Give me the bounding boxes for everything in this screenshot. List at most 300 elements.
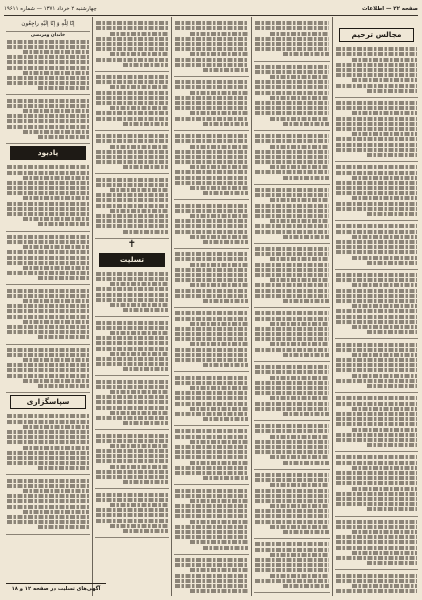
text-line — [190, 52, 248, 56]
text-line — [336, 438, 417, 442]
text-line — [23, 299, 89, 303]
ads-col4 — [254, 18, 330, 593]
text-line — [175, 204, 248, 208]
text-line — [352, 428, 417, 432]
text-line — [352, 304, 417, 308]
text-line — [96, 37, 168, 41]
text-line — [175, 455, 248, 459]
text-line — [255, 370, 329, 374]
column-divider — [251, 17, 252, 596]
text-line — [96, 406, 168, 410]
text-line — [352, 353, 417, 357]
text-line — [175, 435, 248, 439]
text-line — [203, 417, 248, 421]
text-line — [7, 99, 89, 103]
text-line — [175, 358, 248, 362]
classified-ad — [174, 426, 249, 485]
text-line — [255, 294, 329, 298]
text-line — [110, 411, 168, 415]
text-line — [175, 37, 248, 41]
text-line — [7, 261, 89, 265]
text-line — [110, 188, 168, 192]
text-line — [336, 73, 417, 77]
text-line — [96, 58, 168, 62]
text-line — [255, 155, 329, 159]
text-line — [175, 181, 248, 185]
text-line — [96, 139, 168, 143]
classified-ad — [95, 174, 169, 238]
text-line — [190, 91, 248, 95]
text-line — [175, 402, 248, 406]
text-line — [352, 132, 417, 136]
text-line — [7, 363, 89, 367]
text-line — [283, 412, 329, 416]
text-line — [336, 186, 417, 190]
text-line — [23, 510, 89, 514]
text-line — [336, 143, 417, 147]
text-line — [190, 342, 248, 346]
text-line — [352, 551, 417, 555]
text-line — [203, 240, 248, 244]
text-line — [175, 155, 248, 159]
text-line — [175, 47, 248, 51]
classified-ad — [254, 185, 330, 244]
text-line — [336, 525, 417, 529]
text-line — [336, 299, 417, 303]
text-line — [352, 235, 417, 239]
text-line — [336, 127, 417, 131]
ads-col1a — [6, 32, 90, 144]
text-line — [23, 245, 89, 249]
text-line — [336, 520, 417, 524]
text-line — [110, 209, 168, 213]
text-line — [255, 170, 329, 174]
text-line — [96, 498, 168, 502]
text-line — [7, 461, 89, 465]
text-line — [255, 568, 329, 572]
text-line — [367, 507, 417, 511]
column-4 — [254, 18, 330, 594]
text-line — [38, 335, 89, 339]
text-line — [175, 209, 248, 213]
ads-col1c — [6, 411, 90, 534]
classified-ad — [335, 452, 418, 516]
text-line — [336, 181, 417, 185]
text-line — [7, 451, 89, 455]
text-line — [255, 106, 329, 110]
text-line — [255, 247, 329, 251]
text-line — [96, 111, 168, 115]
text-line — [38, 525, 89, 529]
text-line — [38, 135, 89, 139]
classified-ad — [254, 539, 330, 593]
text-line — [203, 122, 248, 126]
text-line — [255, 407, 329, 411]
classified-ad — [254, 362, 330, 421]
text-line — [190, 235, 248, 239]
text-line — [255, 514, 329, 518]
text-line — [270, 96, 329, 100]
text-line — [175, 85, 248, 89]
classified-ad — [95, 430, 169, 489]
text-line — [7, 60, 89, 64]
text-line — [7, 374, 89, 378]
classified-ad — [335, 221, 418, 270]
text-line — [270, 198, 329, 202]
text-line — [175, 160, 248, 164]
text-line — [96, 150, 168, 154]
text-line — [175, 391, 248, 395]
text-line — [7, 165, 89, 169]
column-3 — [174, 18, 249, 594]
date-line: چهارشنبه ۲ خرداد ۱۳۷۱ — شماره ۱۹۶۱۱ — [4, 6, 97, 12]
text-line — [175, 332, 248, 336]
text-line — [336, 535, 417, 539]
classified-ad — [6, 411, 90, 475]
classified-ad — [95, 269, 169, 318]
text-line — [336, 379, 417, 383]
text-line — [96, 341, 168, 345]
classified-ad — [335, 162, 418, 221]
text-line — [96, 134, 168, 138]
text-line — [175, 252, 248, 256]
text-line — [110, 106, 168, 110]
text-line — [96, 75, 168, 79]
text-line — [203, 546, 248, 550]
text-line — [336, 47, 417, 51]
text-line — [7, 414, 89, 418]
text-line — [336, 492, 417, 496]
text-line — [283, 584, 329, 588]
text-line — [110, 145, 168, 149]
text-line — [190, 407, 248, 411]
text-line — [96, 214, 168, 218]
text-line — [255, 91, 329, 95]
text-line — [96, 42, 168, 46]
text-line — [190, 145, 248, 149]
text-line — [190, 440, 248, 444]
text-line — [96, 91, 168, 95]
text-line — [96, 454, 168, 458]
section-remembrance: یادبود — [10, 146, 86, 160]
text-line — [255, 386, 329, 390]
ads-col2a — [95, 18, 169, 239]
text-line — [7, 181, 89, 185]
text-line — [7, 315, 89, 319]
text-line — [336, 240, 417, 244]
text-line — [96, 204, 168, 208]
text-line — [203, 363, 248, 367]
page-label: صفحه ۲۲ — اطلاعات — [361, 6, 418, 12]
classified-ad — [335, 517, 418, 571]
text-line — [336, 481, 417, 485]
text-line — [203, 476, 248, 480]
text-line — [7, 505, 89, 509]
text-line — [255, 42, 329, 46]
text-line — [255, 252, 329, 256]
text-line — [96, 287, 168, 291]
text-line — [7, 353, 89, 357]
text-line — [123, 308, 168, 312]
text-line — [255, 160, 329, 164]
text-line — [270, 32, 329, 36]
text-line — [270, 483, 329, 487]
text-line — [367, 261, 417, 265]
text-line — [270, 525, 329, 529]
text-line — [110, 85, 168, 89]
text-line — [175, 294, 248, 298]
text-line — [255, 391, 329, 395]
text-line — [175, 509, 248, 513]
text-line — [96, 21, 168, 25]
text-line — [175, 563, 248, 567]
text-line — [255, 440, 329, 444]
text-line — [175, 224, 248, 228]
section-memorial: مجالس ترحیم — [339, 28, 414, 42]
text-line — [23, 446, 89, 450]
text-line — [255, 509, 329, 513]
text-line — [175, 574, 248, 578]
text-line — [255, 494, 329, 498]
text-line — [336, 278, 417, 282]
classified-ad — [6, 285, 90, 344]
text-line — [190, 540, 248, 544]
text-line — [175, 381, 248, 385]
text-line — [175, 42, 248, 46]
classified-ad — [95, 131, 169, 175]
text-line — [7, 456, 89, 460]
text-line — [255, 489, 329, 493]
text-line — [203, 191, 248, 195]
text-line — [367, 561, 417, 565]
text-line — [7, 55, 89, 59]
text-line — [175, 311, 248, 315]
classified-ad — [6, 232, 90, 286]
text-line — [175, 337, 248, 341]
text-line — [336, 348, 417, 352]
text-line — [255, 381, 329, 385]
text-line — [336, 224, 417, 228]
text-line — [255, 214, 329, 218]
text-line — [7, 440, 89, 444]
text-line — [255, 209, 329, 213]
text-line — [352, 407, 417, 411]
column-remembrance — [6, 18, 90, 594]
text-line — [255, 429, 329, 433]
text-line — [336, 422, 417, 426]
text-line — [96, 224, 168, 228]
text-line — [203, 299, 248, 303]
ads-col2b — [95, 269, 169, 538]
text-line — [283, 353, 329, 357]
text-line — [352, 530, 417, 534]
text-line — [270, 455, 329, 459]
text-line — [255, 473, 329, 477]
text-line — [38, 276, 89, 280]
text-line — [38, 86, 89, 90]
text-line — [283, 530, 329, 534]
text-line — [96, 193, 168, 197]
text-line — [336, 273, 417, 277]
text-line — [255, 579, 329, 583]
text-line — [255, 37, 329, 41]
text-line — [96, 362, 168, 366]
text-line — [336, 417, 417, 421]
text-line — [110, 503, 168, 507]
text-line — [110, 282, 168, 286]
text-line — [110, 303, 168, 307]
text-line — [336, 589, 417, 593]
text-line — [7, 330, 89, 334]
text-line — [123, 367, 168, 371]
text-line — [123, 230, 168, 234]
text-line — [7, 66, 89, 70]
text-line — [175, 429, 248, 433]
ads-col1b — [6, 162, 90, 393]
classified-ad — [174, 77, 249, 131]
text-line — [7, 520, 89, 524]
section-condolence: تسلیت — [99, 253, 165, 267]
text-line — [336, 309, 417, 313]
text-line — [96, 508, 168, 512]
classified-ad — [254, 62, 330, 131]
text-line — [336, 497, 417, 501]
text-line — [336, 368, 417, 372]
text-line — [367, 330, 417, 334]
text-line — [175, 289, 248, 293]
text-line — [175, 348, 248, 352]
text-line — [7, 325, 89, 329]
text-line — [96, 160, 168, 164]
text-line — [175, 317, 248, 321]
text-line — [352, 58, 417, 62]
text-line — [175, 412, 248, 416]
text-line — [352, 374, 417, 378]
text-line — [7, 186, 89, 190]
text-line — [96, 26, 168, 30]
text-line — [270, 376, 329, 380]
classified-ad — [174, 18, 249, 77]
text-line — [110, 352, 168, 356]
text-line — [270, 117, 329, 121]
text-line — [255, 224, 329, 228]
text-line — [336, 396, 417, 400]
text-line — [336, 68, 417, 72]
text-line — [96, 357, 168, 361]
text-line — [96, 385, 168, 389]
text-line — [255, 230, 329, 234]
classified-ad — [254, 308, 330, 362]
text-line — [190, 32, 248, 36]
ad-heading: خاندان ومرتضی — [30, 33, 66, 38]
text-line — [23, 196, 89, 200]
text-line — [175, 579, 248, 583]
text-line — [190, 322, 248, 326]
text-line — [190, 520, 248, 524]
text-line — [255, 47, 329, 51]
text-line — [96, 198, 168, 202]
column-memorial — [335, 18, 418, 594]
text-line — [7, 81, 89, 85]
text-line — [336, 191, 417, 195]
text-line — [255, 193, 329, 197]
text-line — [7, 348, 89, 352]
text-line — [96, 277, 168, 281]
classified-ad — [254, 131, 330, 185]
classified-ad — [95, 18, 169, 72]
text-line — [38, 384, 89, 388]
text-line — [255, 402, 329, 406]
text-line — [283, 176, 329, 180]
classified-ad — [254, 18, 330, 62]
text-line — [255, 520, 329, 524]
text-line — [96, 183, 168, 187]
text-line — [23, 50, 89, 54]
text-line — [175, 450, 248, 454]
text-line — [96, 493, 168, 497]
text-line — [255, 332, 329, 336]
text-line — [270, 574, 329, 578]
text-line — [336, 343, 417, 347]
classified-ad — [335, 270, 418, 339]
text-line — [7, 125, 89, 129]
ads-col3 — [174, 18, 249, 594]
text-line — [7, 207, 89, 211]
text-line — [175, 466, 248, 470]
text-line — [96, 101, 168, 105]
text-line — [255, 365, 329, 369]
column-divider — [92, 17, 93, 596]
text-line — [7, 499, 89, 503]
text-line — [336, 358, 417, 362]
text-line — [352, 256, 417, 260]
text-line — [336, 315, 417, 319]
text-line — [38, 222, 89, 226]
text-line — [270, 504, 329, 508]
text-line — [7, 240, 89, 244]
classified-ad — [335, 98, 418, 162]
text-line — [255, 317, 329, 321]
text-line — [96, 155, 168, 159]
text-line — [175, 445, 248, 449]
text-line — [255, 188, 329, 192]
text-line — [7, 368, 89, 372]
text-line — [270, 145, 329, 149]
text-line — [367, 212, 417, 216]
text-line — [270, 165, 329, 169]
text-line — [96, 434, 168, 438]
text-line — [190, 111, 248, 115]
text-line — [352, 176, 417, 180]
text-line — [96, 439, 168, 443]
text-line — [352, 283, 417, 287]
text-line — [336, 137, 417, 141]
text-line — [336, 106, 417, 110]
text-line — [7, 294, 89, 298]
text-line — [255, 85, 329, 89]
column-divider — [332, 17, 333, 596]
classified-ad — [95, 376, 169, 430]
text-line — [255, 101, 329, 105]
classified-ad — [174, 249, 249, 308]
calligraphy-verse: إنّا لِلّٰهِ وَ إنّا إلَیْهِ راجِعُون — [6, 18, 90, 32]
classified-ad — [6, 32, 90, 95]
text-line — [255, 348, 329, 352]
text-line — [110, 444, 168, 448]
classified-ad — [95, 489, 169, 538]
text-line — [255, 499, 329, 503]
text-line — [336, 556, 417, 560]
